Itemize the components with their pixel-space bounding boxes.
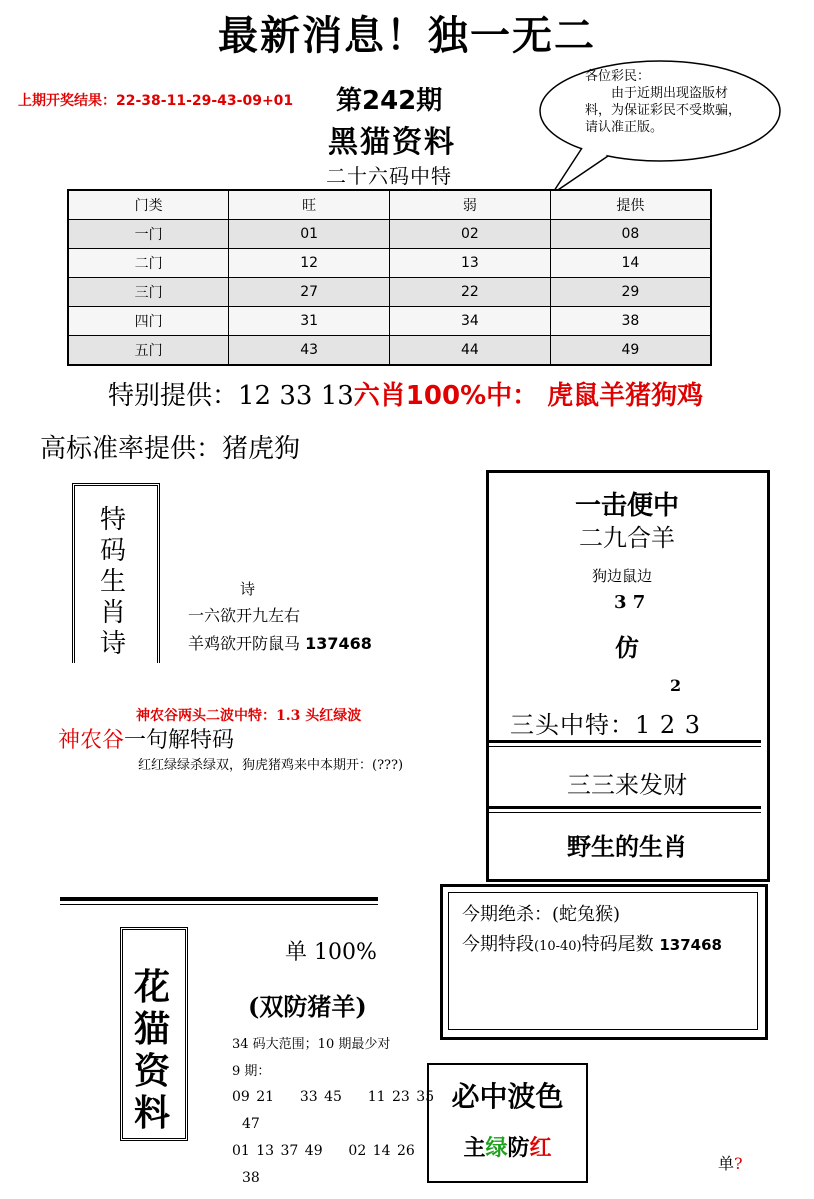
huamao-char: 料 xyxy=(133,1092,170,1134)
wave-fang: 防 xyxy=(507,1135,530,1161)
table-header-row xyxy=(68,190,711,220)
special-label: 特别提供：12 33 13 xyxy=(108,381,354,411)
special-red: 六肖100%中： 虎鼠羊猪狗鸡 xyxy=(353,381,704,411)
table-cell: 五门 xyxy=(68,336,229,366)
table-header-cell: 旺 xyxy=(229,190,390,220)
poem-vertical-title xyxy=(90,505,136,660)
kill-line-2-c: 特码尾数 xyxy=(581,934,660,955)
table-cell: 34 xyxy=(390,307,551,336)
wave-green: 绿 xyxy=(485,1135,508,1161)
right-wild: 野生的生肖 xyxy=(567,832,687,861)
huamao-char: 资 xyxy=(133,1050,170,1092)
bubble-body: 由于近期出现盗版材料，为保证彩民不受欺骗，请认准正版。 xyxy=(585,86,742,135)
table-cell: 13 xyxy=(390,249,551,278)
table-header-cell: 提供 xyxy=(550,190,711,220)
divider xyxy=(489,740,761,743)
shennong-title xyxy=(58,723,234,754)
huamao-char: 猫 xyxy=(133,1008,170,1050)
poem-line-1: 一六欲开九左右 xyxy=(188,606,301,625)
kill-line-2-a: 今期特段 xyxy=(462,934,534,955)
huamao-dan: 单 100% xyxy=(285,940,377,965)
table-header-cell: 门类 xyxy=(68,190,229,220)
huamao-row-1b: 47 xyxy=(242,1116,260,1132)
table-cell: 44 xyxy=(390,336,551,366)
kill-line-1: 今期绝杀：(蛇兔猴) xyxy=(462,904,621,925)
poem-char: 诗 xyxy=(99,629,126,659)
right-santou: 三头中特：1 2 3 xyxy=(510,711,702,739)
table-row xyxy=(68,249,711,278)
bubble-greeting: 各位彩民： xyxy=(585,69,651,84)
bubble-text xyxy=(585,68,745,136)
footer-dan-text: 单 xyxy=(718,1154,735,1173)
wave-main: 主 xyxy=(463,1135,486,1161)
section-divider xyxy=(60,897,378,901)
table-cell: 12 xyxy=(229,249,390,278)
wave-line xyxy=(427,1131,588,1162)
table-cell: 二门 xyxy=(68,249,229,278)
table-cell: 02 xyxy=(390,220,551,249)
poem-char: 肖 xyxy=(99,598,126,628)
shennong-title-red: 神农谷 xyxy=(58,728,125,753)
shennong-red-line: 神农谷两头二波中特：1.3 头红绿波 xyxy=(136,708,362,724)
right-title: 一击便中 xyxy=(574,491,679,521)
table-cell: 27 xyxy=(229,278,390,307)
huamao-range: 34 码大范围；10 期最少对 xyxy=(232,1037,391,1052)
special-offer xyxy=(108,375,703,412)
table-cell: 29 xyxy=(550,278,711,307)
table-cell: 三门 xyxy=(68,278,229,307)
table-cell: 14 xyxy=(550,249,711,278)
wave-red: 红 xyxy=(529,1135,552,1161)
section-divider xyxy=(60,904,378,905)
poem-line-2-text: 羊鸡欲开防鼠马 xyxy=(188,634,306,653)
poem-line-2 xyxy=(188,631,372,654)
table-cell: 49 xyxy=(550,336,711,366)
shennong-text: 红红绿绿杀绿双，狗虎猪鸡来中本期开：(???) xyxy=(138,758,404,773)
poem-char: 生 xyxy=(99,567,126,597)
last-result: 上期开奖结果：22-38-11-29-43-09+01 xyxy=(18,93,294,109)
table-row xyxy=(68,220,711,249)
table-cell: 01 xyxy=(229,220,390,249)
table-header-cell: 弱 xyxy=(390,190,551,220)
right-num2: 2 xyxy=(670,676,682,695)
kill-line-2 xyxy=(462,930,722,956)
table-cell: 22 xyxy=(390,278,551,307)
table-row xyxy=(68,307,711,336)
issue-number: 第242期 xyxy=(336,86,443,116)
divider xyxy=(489,806,761,809)
huamao-row-2b: 38 xyxy=(242,1170,260,1186)
kill-line-2-b: (10-40) xyxy=(534,939,582,954)
huamao-shuang: (双防猪羊) xyxy=(248,992,367,1021)
footer-q: ? xyxy=(734,1154,743,1173)
table-row xyxy=(68,336,711,366)
headline: 最新消息！独一无二 xyxy=(218,12,596,59)
page-subtitle: 黑猫资料 xyxy=(328,125,456,160)
poem-title: 诗 xyxy=(240,580,256,598)
right-num1: 3 7 xyxy=(614,592,646,613)
poem-line-2-bold: 137468 xyxy=(305,634,372,653)
wave-title: 必中波色 xyxy=(451,1080,564,1113)
huamao-char: 花 xyxy=(133,966,170,1008)
right-small: 狗边鼠边 xyxy=(592,567,653,585)
divider xyxy=(489,746,761,747)
huamao-row-2: 01 13 37 49 02 14 26 xyxy=(232,1143,415,1159)
right-subtitle: 二九合羊 xyxy=(579,524,675,552)
table-cell: 一门 xyxy=(68,220,229,249)
kill-line-2-d: 137468 xyxy=(659,936,722,954)
table-caption: 二十六码中特 xyxy=(326,164,452,188)
right-fang: 仿 xyxy=(615,633,639,662)
huamao-issues: 9 期： xyxy=(232,1064,271,1079)
table-cell: 31 xyxy=(229,307,390,336)
footer-dan xyxy=(718,1151,743,1174)
gaobiao-line: 高标准率提供：猪虎狗 xyxy=(40,434,301,464)
shennong-title-rest: 一句解特码 xyxy=(124,728,235,753)
table-cell: 38 xyxy=(550,307,711,336)
huamao-row-1: 09 21 33 45 11 23 35 xyxy=(232,1089,435,1105)
table-cell: 08 xyxy=(550,220,711,249)
numbers-table xyxy=(67,189,712,366)
huamao-vertical-title xyxy=(132,966,172,1134)
table-cell: 43 xyxy=(229,336,390,366)
divider xyxy=(489,812,761,813)
table-cell: 四门 xyxy=(68,307,229,336)
poem-char: 特 xyxy=(99,505,126,535)
right-sansan: 三三来发财 xyxy=(567,771,687,799)
table-row xyxy=(68,278,711,307)
poem-char: 码 xyxy=(99,536,126,566)
